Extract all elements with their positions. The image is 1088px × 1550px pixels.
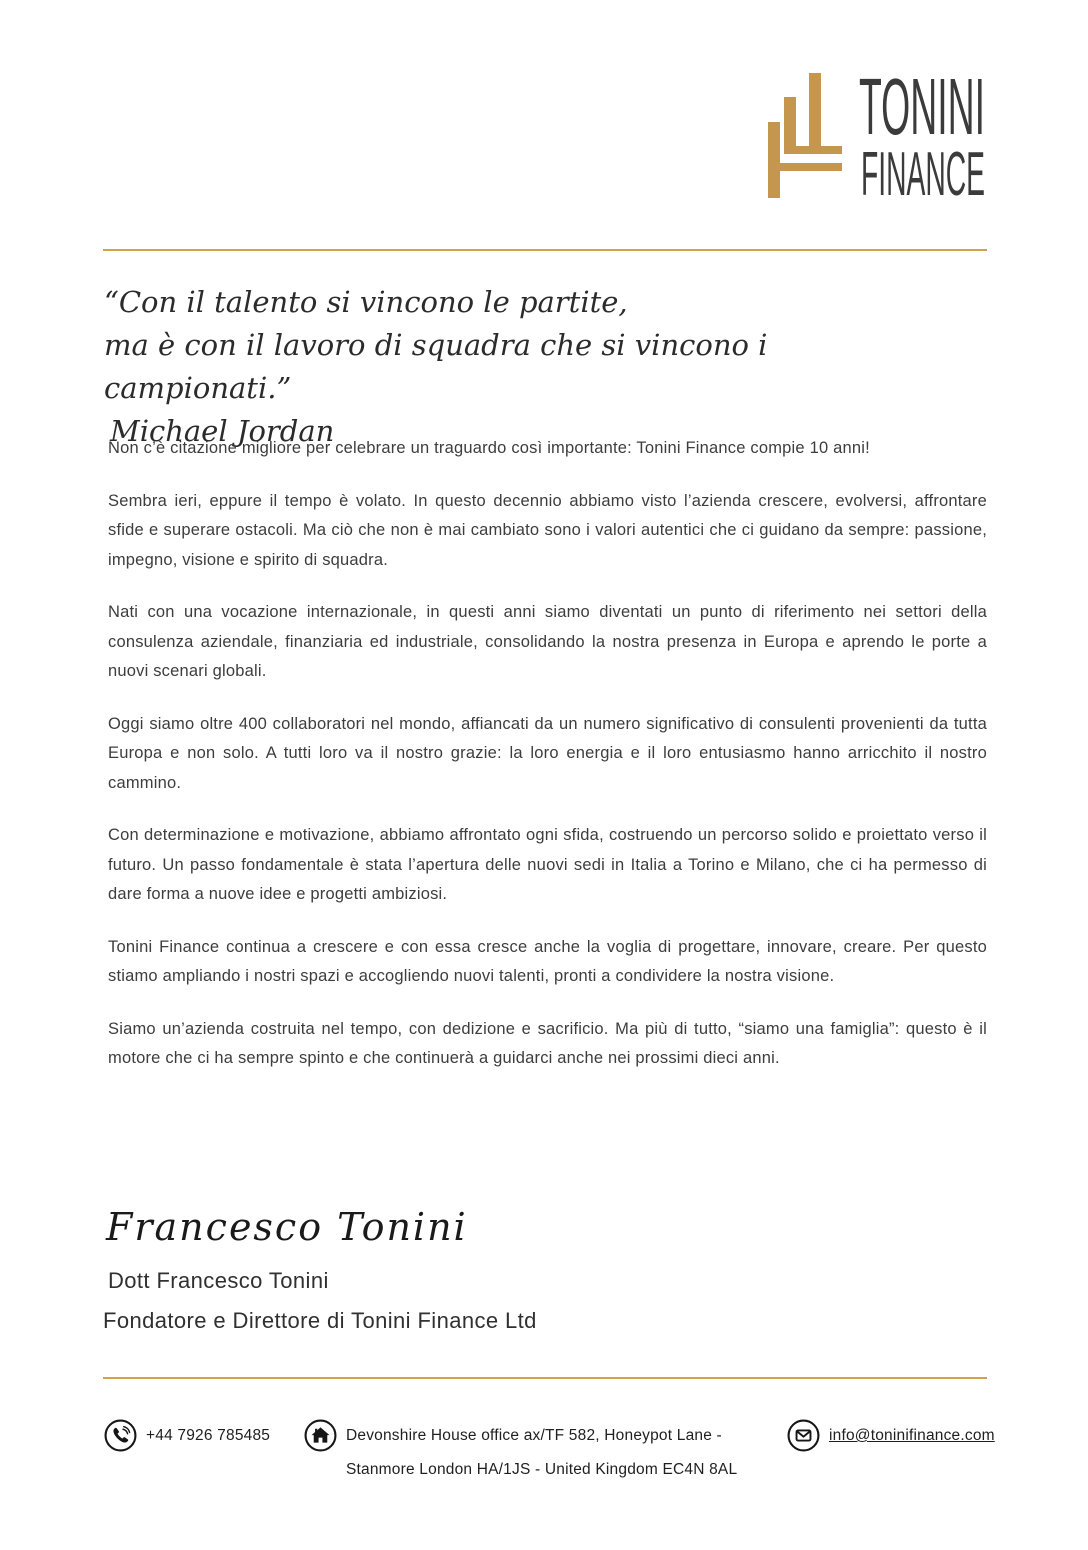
address-line-1: Devonshire House office ax/TF 582, Honeypot Lane - xyxy=(346,1427,722,1444)
quote-attribution: Michael Jordan xyxy=(110,414,335,448)
handwritten-signature: Francesco Tonini xyxy=(106,1205,468,1249)
letter-paragraph-1: Non c’è citazione migliore per celebrare un traguardo così importante: Tonini Finance compie 10 anni! xyxy=(108,439,870,457)
email-link[interactable]: info@toninifinance.com xyxy=(829,1427,995,1444)
letter-paragraph-5: Con determinazione e motivazione, abbiamo affrontato ogni sfida, costruendo un percorso solido e proiettato verso il futuro. Un passo fondamentale è stata l’apertura delle nuovi sedi in Italia a Torino e Milano, che ci ha permesso di dare forma a nuove idee e progetti ambiziosi. xyxy=(108,826,987,903)
quote-block xyxy=(104,281,864,453)
bottom-divider xyxy=(103,1377,987,1379)
address-text xyxy=(346,1419,746,1487)
logo-bar xyxy=(768,122,780,198)
letter-paragraph-3: Nati con una vocazione internazionale, in questi anni siamo diventati un punto di riferimento nei settori della consulenza aziendale, finanziaria ed industriale, consolidando la nostra presenza in Europa e aprendo le porte a nuovi scenari globali. xyxy=(108,603,987,680)
address-line-2: Stanmore London HA/1JS - United Kingdom EC4N 8AL xyxy=(346,1461,738,1478)
quote-line-1: “Con il talento si vincono le partite, xyxy=(104,285,628,319)
signatory-role: Fondatore e Direttore di Tonini Finance Ltd xyxy=(103,1308,537,1333)
letter-paragraph-4: Oggi siamo oltre 400 collaboratori nel mondo, affiancati da un numero significativo di consulenti provenienti da tutta Europa e non solo. A tutti loro va il nostro grazie: la loro energia e il loro entusiasmo hanno arricchito il nostro cammino. xyxy=(108,714,987,792)
logo-bar xyxy=(784,97,796,146)
quote-line-2: ma è con il lavoro di squadra che si vincono i campionati.” xyxy=(104,328,768,405)
brand-name: TONINI xyxy=(859,73,985,152)
phone-number: +44 7926 785485 xyxy=(146,1427,271,1444)
brand-subname: FINANCE xyxy=(861,140,985,199)
logo-bar xyxy=(809,73,821,146)
letter-paragraph-6: Tonini Finance continua a crescere e con essa cresce anche la voglia di progettare, innovare, creare. Per questo stiamo ampliando i nostri spazi e accogliendo nuovi talenti, pronti a condividere la nostra visione. xyxy=(108,937,987,985)
phone-icon xyxy=(104,1419,137,1457)
logo-bar xyxy=(768,163,842,171)
mail-icon xyxy=(787,1419,820,1457)
home-icon xyxy=(304,1419,337,1457)
tf-monogram-icon xyxy=(766,72,846,200)
tonini-wordmark xyxy=(856,73,990,199)
footer-address xyxy=(304,1419,746,1487)
top-divider xyxy=(103,249,987,251)
footer-email xyxy=(787,1419,995,1457)
letter-paragraph-7: Siamo un’azienda costruita nel tempo, con dedizione e sacrificio. Ma più di tutto, “siamo una famiglia”: questo è il motore che ci ha sempre spinto e che continuerà a guidarci anche nei prossimi dieci anni. xyxy=(108,1019,987,1067)
signatory-name: Dott Francesco Tonini xyxy=(108,1268,329,1293)
footer-phone xyxy=(104,1419,270,1457)
letter-paragraph-2: Sembra ieri, eppure il tempo è volato. In questo decennio abbiamo visto l’azienda crescere, evolversi, affrontare sfide e superare ostacoli. Ma ciò che non è mai cambiato sono i valori autentici che ci guidano da sempre: passione, impegno, visione e spirito di squadra. xyxy=(108,491,987,569)
logo-bar xyxy=(784,146,842,154)
letter-body xyxy=(108,434,987,1097)
